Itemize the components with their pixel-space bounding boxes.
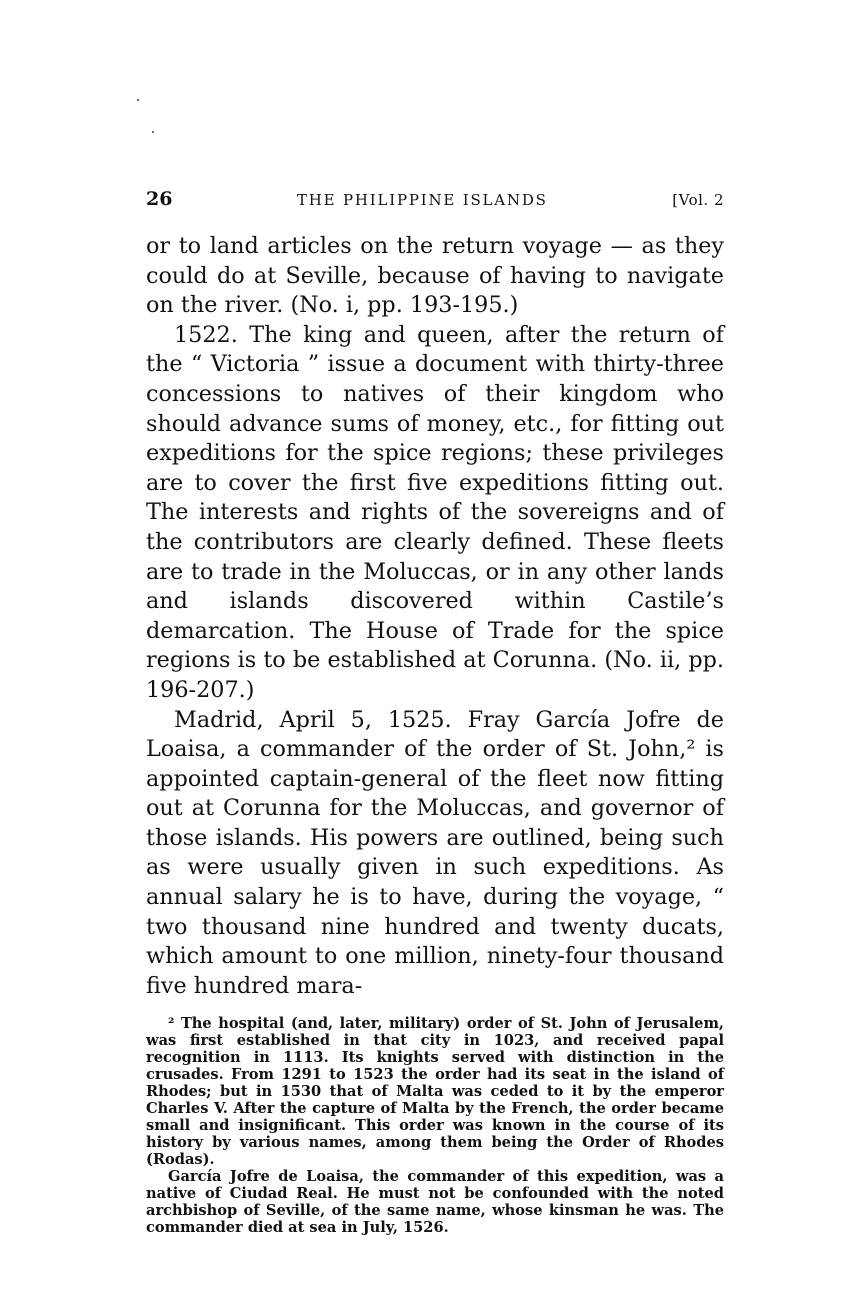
footnotes [146, 1015, 724, 1236]
page-number: 26 [146, 188, 173, 210]
book-page [146, 188, 724, 1236]
paragraph: Madrid, April 5, 1525. Fray García Jofre de Loaisa, a commander of the order of St. John,² is appointed captain-general of the fleet now fitting out at Corunna for the Moluccas, and governor of those islands. His powers are outlined, being such as were usually given in such expeditions. As annual salary he is to have, during the voyage, “ two thousand nine hundred and twenty ducats, which amount to one million, ninety-four thousand five hundred mara- [146, 706, 724, 999]
body-text [146, 232, 724, 1001]
footnote: García Jofre de Loaisa, the commander of this expedition, was a native of Ciudad Real. He must not be confounded with the noted archbishop of Seville, of the same name, whose kinsman he was. The commander died at sea in July, 1526. [146, 1168, 724, 1237]
volume-label: [Vol. 2 [672, 191, 724, 209]
scan-speck [152, 131, 154, 133]
scan-speck [137, 99, 139, 101]
footnote: ² The hospital (and, later, military) order of St. John of Jerusalem, was first established in that city in 1023, and received papal recognition in 1113. Its knights served with distinction in the crusades. From 1291 to 1523 the order had its seat in the island of Rhodes; but in 1530 that of Malta was ceded to it by the emperor Charles V. After the capture of Malta by the French, the order became small and insignificant. This order was known in the course of its history by various names, among them being the Order of Rhodes (Rodas). [146, 1015, 724, 1169]
running-title: THE PHILIPPINE ISLANDS [296, 191, 548, 209]
running-header [146, 188, 724, 210]
paragraph: 1522. The king and queen, after the return of the “ Victoria ” issue a document with thirty-three concessions to natives of their kingdom who should advance sums of money, etc., for fitting out expeditions for the spice regions; these privileges are to cover the first five expeditions fitting out. The interests and rights of the sovereigns and of the contributors are clearly defined. These fleets are to trade in the Moluccas, or in any other lands and islands discovered within Castile’s demarcation. The House of Trade for the spice regions is to be established at Corunna. (No. ii, pp. 196-207.) [146, 321, 724, 703]
paragraph: or to land articles on the return voyage — as they could do at Seville, because of having to navigate on the river. (No. i, pp. 193-195.) [146, 233, 724, 319]
